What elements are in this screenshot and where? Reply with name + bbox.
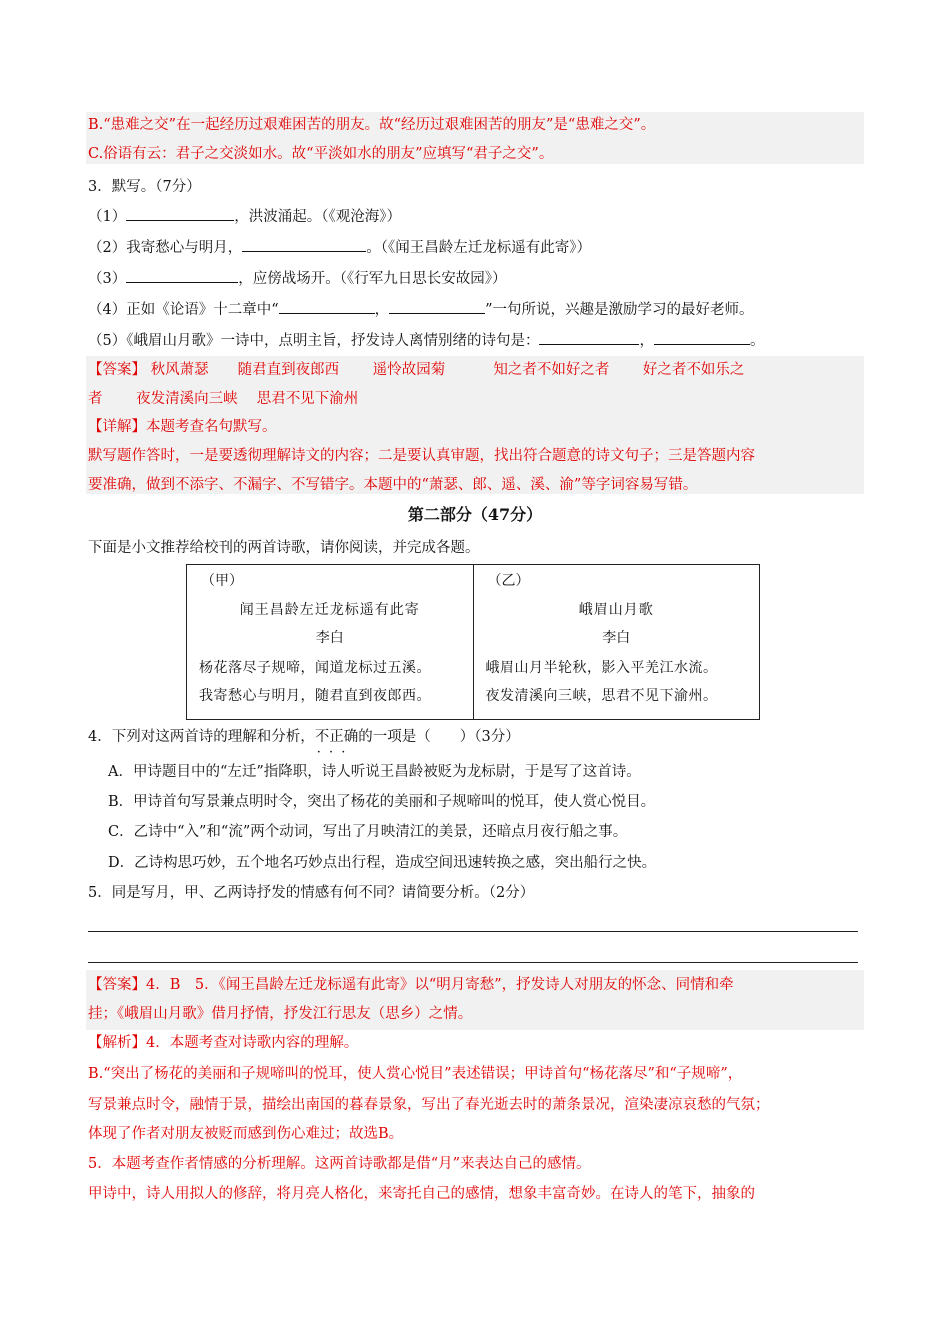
poem-yi: [473, 565, 760, 719]
fill-blank-5a[interactable]: [539, 330, 639, 345]
q45-analysis-line-5: 5．本题考查作者情感的分析理解。这两首诗歌都是借“月”来表达自己的感情。: [88, 1156, 591, 1172]
prev-option-c: C.俗语有云：君子之交淡如水。故“平淡如水的朋友”应填写“君子之交”。: [88, 146, 554, 162]
part-two-intro: 下面是小文推荐给校刊的两首诗歌，请你阅读，并完成各题。: [88, 540, 480, 556]
poem-title: 闻王昌龄左迁龙标遥有此寄: [239, 602, 420, 618]
fill-blank-1[interactable]: [126, 206, 234, 221]
q3-answer-line-1: 【答案】 秋风萧瑟 随君直到夜郎西 遥怜故园菊 知之者不如好之者 好之者不如乐之: [88, 362, 745, 378]
answer-line-2[interactable]: [88, 962, 858, 963]
q3-explain-line-2: 默写题作答时，一是要透彻理解诗文的内容；二是要认真审题，找出符合题意的诗文句子；三是答题内容: [88, 448, 755, 464]
poem-label: （乙）: [487, 573, 530, 589]
q3-item-2: （2）我寄愁心与明月， 。（《闻王昌龄左迁龙标遥有此寄》）: [88, 237, 591, 259]
prev-option-b: B.“患难之交”在一起经历过艰难困苦的朋友。故“经历过艰难困苦的朋友”是“患难之交”。: [88, 117, 656, 133]
q45-answer-line-2: 挂；《峨眉山月歌》借月抒情，抒发江行思友（思乡）之情。: [88, 1006, 473, 1022]
q3-item-3: （3） ，应傍战场开。（《行军九日思长安故园》）: [88, 268, 506, 290]
q45-answer-line-1: 【答案】4．B 5．《闻王昌龄左迁龙标遥有此寄》以“明月寄愁”，抒发诗人对朋友的怀念、同情和牵: [88, 977, 734, 993]
emphasis-dots: 不正确 · · ·: [315, 729, 359, 745]
q45-analysis-line-6: 甲诗中，诗人用拟人的修辞，将月亮人格化，来寄托自己的感情，想象丰富奇妙。在诗人的笔下，抽象的: [88, 1186, 755, 1202]
poem-jia: [187, 565, 473, 719]
fill-blank-3[interactable]: [126, 268, 238, 283]
fill-blank-2[interactable]: [242, 237, 366, 252]
q45-analysis-line-4: 体现了作者对朋友被贬而感到伤心难过；故选B。: [88, 1126, 404, 1142]
q5-stem: 5．同是写月，甲、乙两诗抒发的情感有何不同？请简要分析。（2分）: [88, 885, 535, 901]
q45-analysis-line-3: 写景兼点时令，融情于景，描绘出南国的暮春景象，写出了春光逝去时的萧条景况，渲染凄凉哀愁的气氛；: [88, 1097, 770, 1113]
part-two-title: 第二部分（47分）: [407, 505, 543, 524]
poem-label: （甲）: [201, 573, 243, 589]
q3-item-4: （4）正如《论语》十二章中“ ， ”一句所说，兴趣是激励学习的最好老师。: [88, 299, 754, 321]
poem-title: 峨眉山月歌: [578, 602, 654, 618]
poem-line: 杨花落尽子规啼，闻道龙标过五溪。: [199, 660, 431, 676]
poem-line: 夜发清溪向三峡，思君不见下渝州。: [485, 688, 718, 704]
poem-author: 李白: [602, 630, 631, 646]
q4-option-c[interactable]: C．乙诗中“入”和“流”两个动词，写出了月映清江的美景，还暗点月夜行船之事。: [108, 824, 628, 840]
q4-option-b[interactable]: B．甲诗首句写景兼点明时令，突出了杨花的美丽和子规啼叫的悦耳，使人赏心悦目。: [108, 794, 656, 810]
q4-option-a[interactable]: A．甲诗题目中的“左迁”指降职，诗人听说王昌龄被贬为龙标尉，于是写了这首诗。: [108, 764, 641, 780]
q3-item-1: （1） ，洪波涌起。（《观沧海》）: [88, 206, 401, 228]
fill-blank-4a[interactable]: [279, 299, 375, 314]
fill-blank-5b[interactable]: [654, 330, 750, 345]
q3-heading: 3．默写。（7分）: [88, 179, 201, 195]
q3-answer-line-2: 者 夜发清溪向三峡 思君不见下渝州: [88, 391, 359, 407]
q45-analysis-line-1: 【解析】4．本题考查对诗歌内容的理解。: [88, 1035, 359, 1051]
q3-explain-line-1: 【详解】本题考查名句默写。: [88, 419, 277, 435]
q45-analysis-line-2: B.“突出了杨花的美丽和子规啼叫的悦耳，使人赏心悦目”表述错误；甲诗首句“杨花落尽”和“子规啼”，: [88, 1066, 743, 1082]
poem-line: 峨眉山月半轮秋，影入平羌江水流。: [485, 660, 718, 676]
answer-line-1[interactable]: [88, 931, 858, 932]
q3-explain-line-3: 要准确，做到不添字、不漏字、不写错字。本题中的“萧瑟、郎、遥、溪、渝”等字词容易写错。: [88, 477, 698, 493]
q4-stem: 4．下列对这两首诗的理解和分析，不正确 · · ·的一项是（ ）（3分）: [88, 726, 520, 748]
poem-line: 我寄愁心与明月，随君直到夜郎西。: [199, 688, 431, 704]
poem-author: 李白: [315, 630, 344, 646]
poem-table: [186, 564, 760, 720]
q4-option-d[interactable]: D．乙诗构思巧妙，五个地名巧妙点出行程，造成空间迅速转换之感，突出船行之快。: [108, 855, 657, 871]
fill-blank-4b[interactable]: [389, 299, 485, 314]
q3-item-5: （5）《峨眉山月歌》一诗中，点明主旨，抒发诗人离情别绪的诗句是： ， 。: [88, 330, 764, 352]
